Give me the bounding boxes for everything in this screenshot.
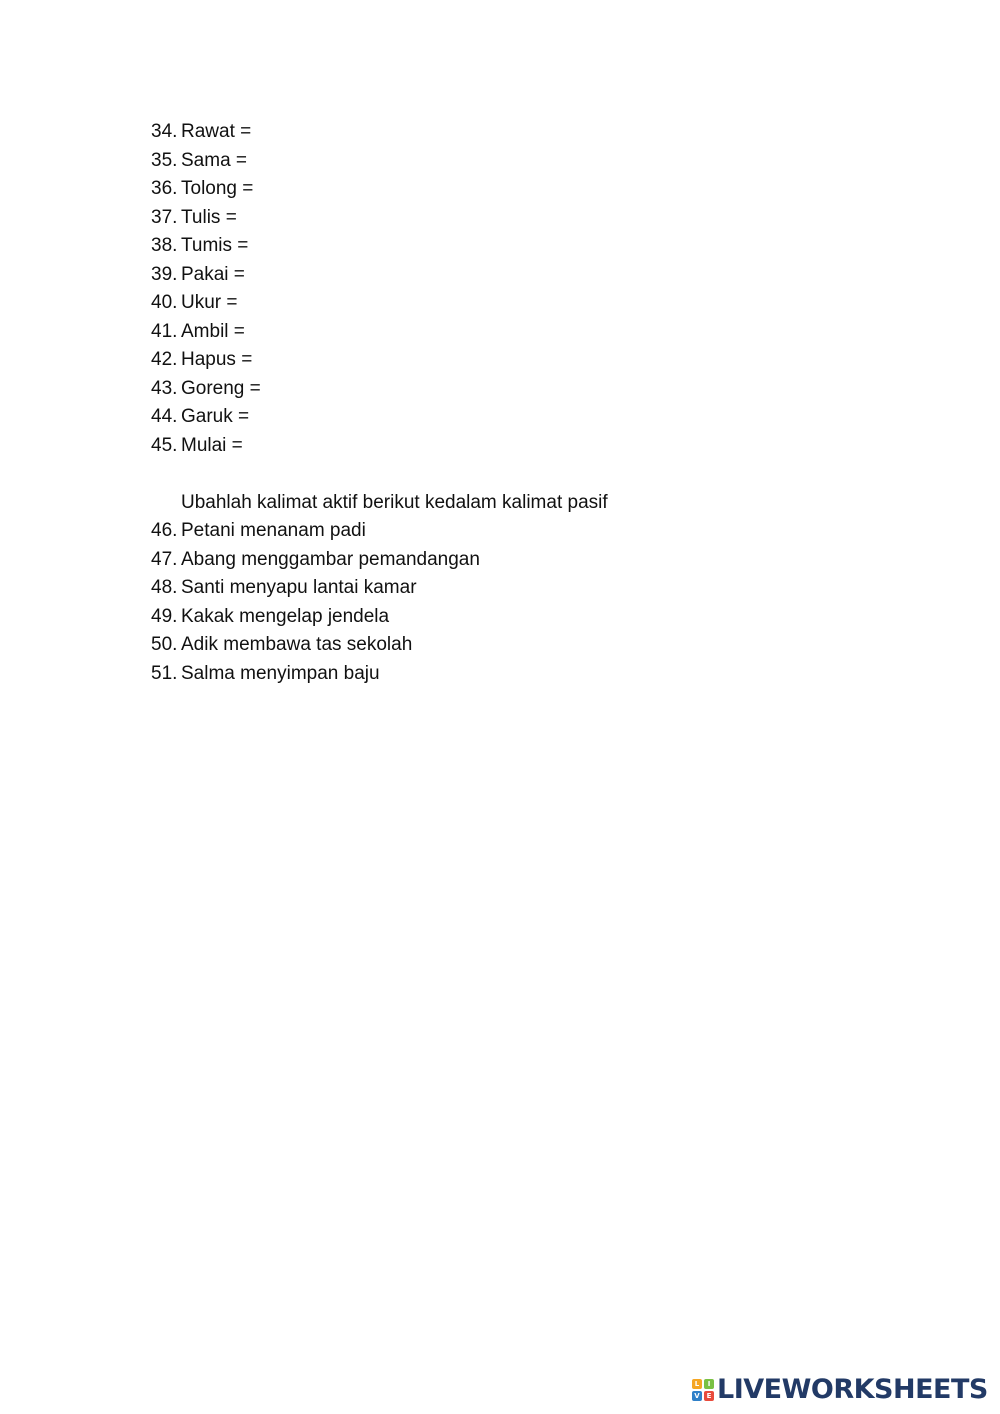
item-text: Petani menanam padi <box>181 520 366 541</box>
item-text: Sama = <box>181 149 248 171</box>
item-text: Mulai = <box>181 434 243 456</box>
item-text: Tumis = <box>181 235 249 256</box>
item-text: Rawat = <box>181 121 252 142</box>
list-item <box>151 375 911 404</box>
list-item <box>151 517 911 546</box>
item-text: Goreng = <box>181 377 261 399</box>
list-item <box>151 603 911 632</box>
item-number: 45. <box>151 434 178 456</box>
item-text: Tulis = <box>181 206 237 228</box>
list-item <box>151 403 911 432</box>
item-number: 34. <box>151 121 178 142</box>
item-number: 49. <box>151 605 178 627</box>
sentence-list <box>151 517 911 688</box>
list-item <box>151 660 911 689</box>
list-item <box>151 318 911 347</box>
logo-mark-tile: L <box>692 1379 702 1389</box>
item-text: Santi menyapu lantai kamar <box>181 577 417 598</box>
logo-mark-tile: V <box>692 1391 702 1401</box>
list-item <box>151 346 911 375</box>
list-item <box>151 574 911 603</box>
instruction-text: Ubahlah kalimat aktif berikut kedalam kalimat pasif <box>181 492 608 513</box>
item-text: Adik membawa tas sekolah <box>181 634 413 655</box>
item-text: Pakai = <box>181 263 245 285</box>
logo-mark-icon <box>692 1379 714 1401</box>
item-number: 41. <box>151 320 178 342</box>
list-item <box>151 432 911 461</box>
item-number: 35. <box>151 149 178 171</box>
item-number: 43. <box>151 377 178 399</box>
item-text: Tolong = <box>181 178 254 199</box>
logo-mark-tile: E <box>704 1391 714 1401</box>
list-item <box>151 289 911 318</box>
item-number: 48. <box>151 577 178 598</box>
item-text: Salma menyimpan baju <box>181 662 380 684</box>
item-text: Kakak mengelap jendela <box>181 605 390 627</box>
item-text: Garuk = <box>181 406 250 427</box>
liveworksheets-logo <box>692 1373 988 1407</box>
item-text: Ambil = <box>181 320 245 342</box>
list-item <box>151 631 911 660</box>
list-item <box>151 175 911 204</box>
list-item <box>151 204 911 233</box>
item-number: 38. <box>151 235 178 256</box>
item-text: Ukur = <box>181 292 238 313</box>
list-item <box>151 118 911 147</box>
item-number: 42. <box>151 349 178 370</box>
item-number: 50. <box>151 634 178 655</box>
item-text: Hapus = <box>181 349 253 370</box>
item-number: 51. <box>151 662 178 684</box>
item-number: 40. <box>151 292 178 313</box>
item-number: 47. <box>151 548 178 570</box>
list-item <box>151 232 911 261</box>
word-list <box>151 118 911 460</box>
item-number: 44. <box>151 406 178 427</box>
list-item <box>151 546 911 575</box>
item-number: 46. <box>151 520 178 541</box>
list-item <box>151 147 911 176</box>
list-item <box>151 261 911 290</box>
logo-mark-tile: I <box>704 1379 714 1389</box>
item-number: 37. <box>151 206 178 228</box>
item-number: 39. <box>151 263 178 285</box>
item-text: Abang menggambar pemandangan <box>181 548 480 570</box>
logo-text: LIVEWORKSHEETS <box>717 1374 988 1405</box>
item-number: 36. <box>151 178 178 199</box>
